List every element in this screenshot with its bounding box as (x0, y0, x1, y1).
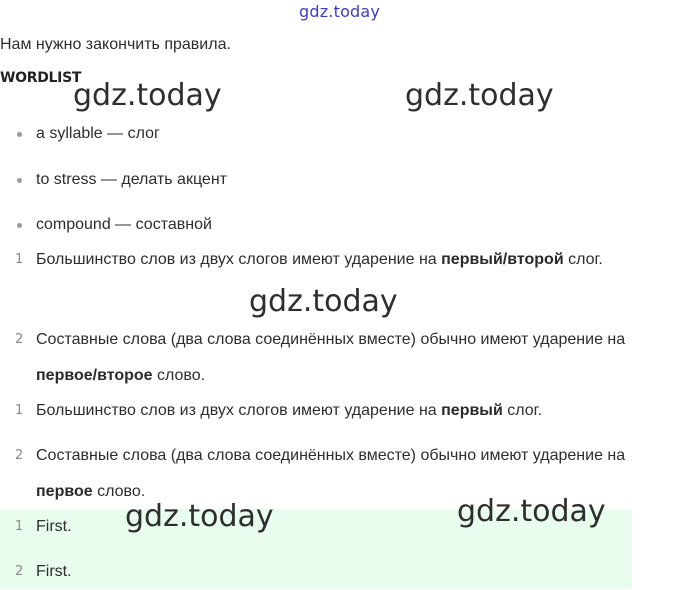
completed-rule-number: 2 (15, 448, 24, 463)
completed-rule-text: Составные слова (два слова соединённых вместе) обычно имеют ударение на первое слово. (36, 447, 626, 500)
rule-number: 2 (15, 332, 24, 347)
completed-rule-text: Большинство слов из двух слогов имеют ударение на первый слог. (36, 402, 542, 419)
wordlist-item (0, 207, 640, 243)
watermark: gdz.today (249, 284, 398, 319)
wordlist-item-text: to stress — делать акцент (36, 171, 227, 188)
answer-text: First. (36, 563, 72, 580)
rule-text: Большинство слов из двух слогов имеют ударение на первый/второй слог. (36, 251, 603, 268)
answer-item (0, 554, 640, 590)
rule-number: 1 (15, 252, 24, 267)
completed-bold-answer: первое (36, 483, 93, 500)
completed-rule-item (0, 393, 640, 429)
watermark: gdz.today (405, 78, 554, 113)
bullet-icon (17, 223, 22, 228)
wordlist-item (0, 116, 640, 152)
rule-bold-option: первое/второе (36, 367, 153, 384)
answer-text: First. (36, 518, 72, 535)
answer-number: 1 (15, 519, 24, 534)
rule-text: Составные слова (два слова соединённых вместе) обычно имеют ударение на первое/второе слово. (36, 331, 626, 384)
watermark: gdz.today (457, 494, 606, 529)
wordlist-item-text: compound — составной (36, 216, 212, 233)
site-logo[interactable]: gdz.today (299, 2, 381, 21)
intro-text: Нам нужно закончить правила. (0, 36, 231, 53)
rule-bold-option: первый/второй (441, 251, 564, 268)
answer-number: 2 (15, 564, 24, 579)
wordlist-heading: WORDLIST (0, 70, 82, 86)
completed-rule-number: 1 (15, 403, 24, 418)
wordlist-item-text: a syllable — слог (36, 125, 160, 142)
watermark: gdz.today (73, 78, 222, 113)
rule-item (0, 322, 640, 394)
watermark: gdz.today (125, 499, 274, 534)
completed-bold-answer: первый (441, 402, 503, 419)
bullet-icon (17, 178, 22, 183)
wordlist-item (0, 162, 640, 198)
bullet-icon (17, 132, 22, 137)
